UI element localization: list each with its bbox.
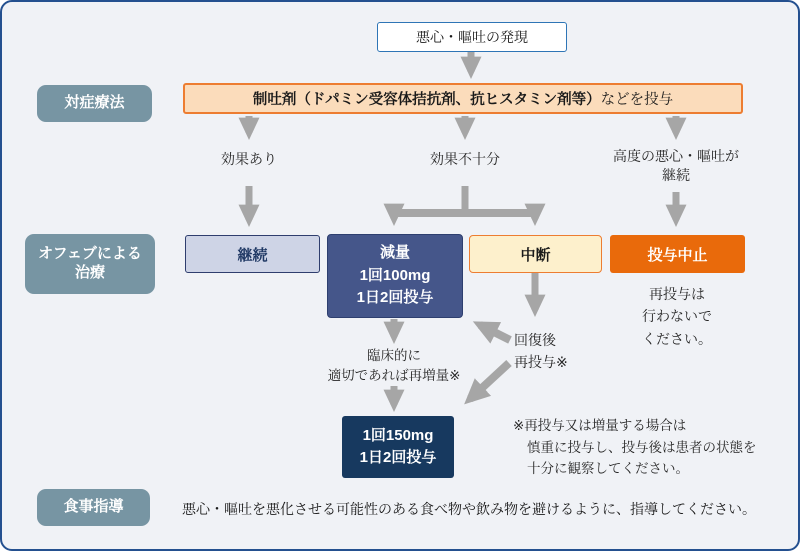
discontinuation-box — [610, 235, 745, 273]
stage-label-dietary-guidance — [37, 489, 150, 526]
outcome-severe-line1: 高度の悪心・嘔吐が — [613, 148, 739, 164]
ofev-label-line1: オフェブによる — [38, 245, 142, 263]
outcome-severe-line2: 継続 — [662, 166, 690, 183]
dose-reduction-text — [357, 242, 434, 310]
stage-label-text: 対症療法 — [64, 94, 125, 112]
footnote-line1: ※再投与又は増量する場合は — [513, 418, 687, 433]
reduce-line1: 減量 — [379, 244, 410, 262]
outcome-effective-text: 効果あり — [221, 151, 277, 167]
no-readminister-line3: ください。 — [642, 330, 712, 347]
dose-reduction-box — [327, 234, 463, 318]
outcome-insufficient-text: 効果不十分 — [430, 151, 500, 167]
start-box — [377, 22, 567, 52]
stage-label-ofev-treatment — [25, 234, 155, 294]
no-readminister-line2: 行わないで — [642, 308, 712, 325]
antiemetic-rest-text: などを投与 — [600, 92, 674, 108]
antiemetic-bold-text: 制吐剤（ドパミン受容体拮抗剤、抗ヒスタミン剤等） — [252, 92, 601, 108]
interruption-box — [469, 235, 602, 273]
start-box-label: 悪心・嘔吐の発現 — [416, 29, 528, 45]
footnote-line3: 十分に観察してください。 — [527, 461, 689, 477]
reescalate-line1: 臨床的に — [367, 348, 421, 363]
reescalate-line2: 適切であれば再増量※ — [327, 367, 461, 383]
dietary-guidance-sentence: 悪心・嘔吐を悪化させる可能性のある食べ物や飲み物を避けるように、指導してください。 — [182, 501, 756, 517]
reescalate-label — [314, 346, 474, 385]
no-readminister-line1: 再投与は — [649, 286, 705, 302]
outcome-insufficient-label — [405, 150, 525, 169]
outcome-severe-label — [596, 147, 756, 185]
interruption-box-label: 中断 — [520, 246, 551, 264]
full-dose-line1: 1回150mg — [362, 426, 434, 444]
caution-footnote — [513, 415, 788, 480]
reduce-line2: 1回100mg — [359, 266, 431, 284]
full-dose-line2: 1日2回投与 — [359, 449, 437, 466]
continue-box — [185, 235, 320, 273]
ofev-label-line2: 治療 — [74, 264, 105, 281]
discontinuation-box-label: 投与中止 — [647, 246, 708, 264]
full-dose-box — [342, 416, 454, 478]
antiemetic-treatment-box — [183, 83, 743, 114]
footnote-line2: 慎重に投与し、投与後は患者の状態を — [527, 439, 757, 455]
resume-after-recovery-label — [514, 329, 624, 374]
dietary-guidance-text — [182, 499, 794, 519]
continue-box-label: 継続 — [237, 246, 268, 264]
resume-line1: 回復後 — [514, 332, 556, 348]
full-dose-text — [360, 425, 437, 470]
stage-label-symptomatic-therapy — [37, 85, 152, 122]
resume-line2: 再投与※ — [514, 354, 568, 371]
reduce-line3: 1日2回投与 — [356, 289, 434, 307]
stage-label-text — [38, 245, 142, 283]
stage-label-text: 食事指導 — [63, 498, 124, 516]
outcome-effective-label — [189, 150, 309, 169]
no-readminister-note — [607, 283, 747, 350]
